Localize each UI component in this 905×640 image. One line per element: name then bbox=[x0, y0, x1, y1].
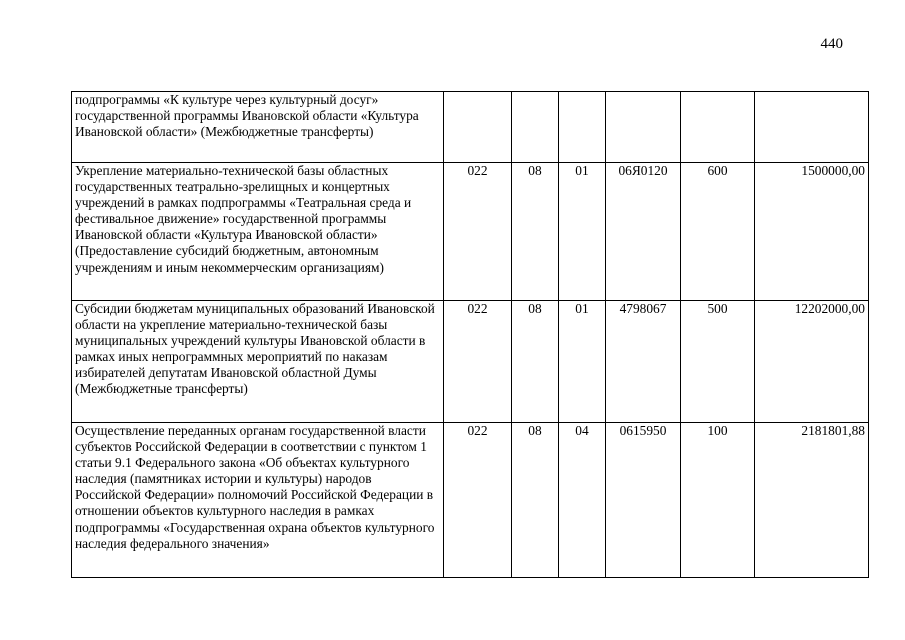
expense-type-cell: 600 bbox=[681, 163, 755, 301]
table-row bbox=[72, 163, 869, 301]
ministry-code-cell: 022 bbox=[444, 301, 512, 423]
expense-type-cell bbox=[681, 92, 755, 163]
subsection-code-cell bbox=[559, 92, 606, 163]
ministry-code-cell: 022 bbox=[444, 163, 512, 301]
ministry-code-cell bbox=[444, 92, 512, 163]
subsection-code-cell: 04 bbox=[559, 423, 606, 578]
description-cell: Субсидии бюджетам муниципальных образований Ивановской области на укрепление материально-технической базы муниципальных учреждений культуры Ивановской области в рамках иных непрограммных мероприятий по наказам избирателей депутатам Ивановской областной Думы (Межбюджетные трансферты) bbox=[72, 301, 444, 423]
table-row bbox=[72, 301, 869, 423]
budget-table bbox=[71, 91, 869, 578]
section-code-cell: 08 bbox=[512, 163, 559, 301]
amount-cell: 1500000,00 bbox=[755, 163, 869, 301]
target-article-cell: 4798067 bbox=[606, 301, 681, 423]
amount-cell: 2181801,88 bbox=[755, 423, 869, 578]
description-cell: Укрепление материально-технической базы областных государственных театрально-зрелищных и концертных учреждений в рамках подпрограммы «Театральная среда и фестивальное движение» государственной программы Ивановской области «Культура Ивановской области» (Предоставление субсидий бюджетным, автономным учреждениям и иным некоммерческим организациям) bbox=[72, 163, 444, 301]
section-code-cell: 08 bbox=[512, 423, 559, 578]
description-cell: подпрограммы «К культуре через культурный досуг» государственной программы Ивановской области «Культура Ивановской области» (Межбюджетные трансферты) bbox=[72, 92, 444, 163]
target-article-cell bbox=[606, 92, 681, 163]
target-article-cell: 06Я0120 bbox=[606, 163, 681, 301]
subsection-code-cell: 01 bbox=[559, 301, 606, 423]
expense-type-cell: 500 bbox=[681, 301, 755, 423]
page-number: 440 bbox=[820, 36, 843, 52]
ministry-code-cell: 022 bbox=[444, 423, 512, 578]
description-cell: Осуществление переданных органам государственной власти субъектов Российской Федерации в соответствии с пунктом 1 статьи 9.1 Федерального закона «Об объектах культурного наследия (памятниках истории и культуры) народов Российской Федерации» полномочий Российской Федерации в отношении объектов культурного наследия в рамках подпрограммы «Государственная охрана объектов культурного наследия федерального значения» bbox=[72, 423, 444, 578]
table-row bbox=[72, 423, 869, 578]
section-code-cell: 08 bbox=[512, 301, 559, 423]
section-code-cell bbox=[512, 92, 559, 163]
table-row bbox=[72, 92, 869, 163]
target-article-cell: 0615950 bbox=[606, 423, 681, 578]
amount-cell: 12202000,00 bbox=[755, 301, 869, 423]
amount-cell bbox=[755, 92, 869, 163]
expense-type-cell: 100 bbox=[681, 423, 755, 578]
subsection-code-cell: 01 bbox=[559, 163, 606, 301]
